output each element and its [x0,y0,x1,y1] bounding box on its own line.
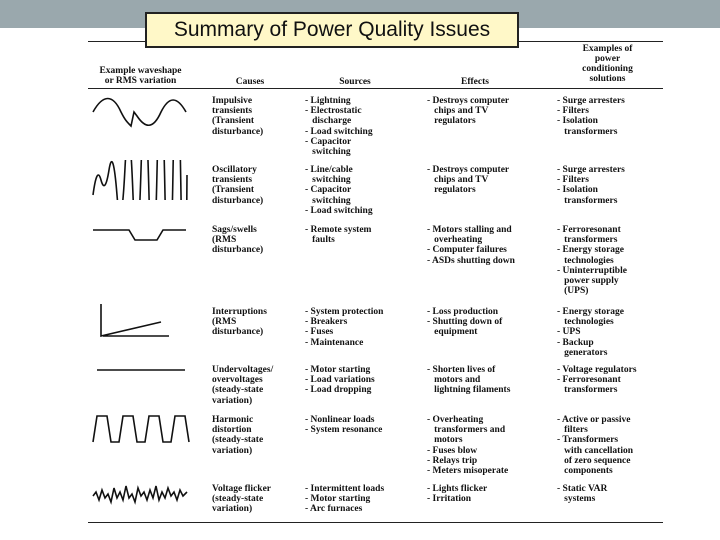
oscillatory-waveform [91,160,191,200]
sources-undervoltages: - Motor starting - Load variations - Load dropping [305,365,375,396]
cause-interruptions: Interruptions (RMS disturbance) [212,307,267,338]
sources-impulsive: - Lightning - Electrostatic discharge - Load switching - Capacitor switching [305,96,373,158]
interruption-waveform [91,300,191,340]
solutions-flicker: - Static VAR systems [557,484,608,505]
solutions-harmonic: - Active or passive filters - Transformers with cancellation of zero sequence components [557,415,633,477]
impulsive-waveform [91,92,191,132]
sources-harmonic: - Nonlinear loads - System resonance [305,415,383,436]
header-rule [88,88,663,89]
effects-sags: - Motors stalling and overheating - Computer failures - ASDs shutting down [427,225,515,266]
sources-interruptions: - System protection - Breakers - Fuses - Maintenance [305,307,384,348]
cause-flicker: Voltage flicker (steady-state variation) [212,484,272,515]
sources-sags: - Remote system faults [305,225,372,246]
header-wave: Example waveshape or RMS variation [99,66,182,86]
header-causes: Causes [235,77,265,87]
effects-harmonic: - Overheating transformers and motors - Fuses blow - Relays trip - Meters misoperate [427,415,509,477]
solutions-oscillatory: - Surge arresters - Filters - Isolation transformers [557,165,625,206]
solutions-impulsive: - Surge arresters - Filters - Isolation transformers [557,96,625,137]
effects-flicker: - Lights flicker - Irritation [427,484,488,505]
effects-undervoltages: - Shorten lives of motors and lightning filaments [427,365,511,396]
cause-sags: Sags/swells (RMS disturbance) [212,225,264,256]
cause-oscillatory: Oscillatory transients (Transient disturbance) [212,165,264,206]
effects-oscillatory: - Destroys computer chips and TV regulators [427,165,510,196]
effects-impulsive: - Destroys computer chips and TV regulators [427,96,510,127]
sources-flicker: - Intermittent loads - Motor starting - Arc furnaces [305,484,385,515]
header-effects: Effects [461,77,489,87]
sources-oscillatory: - Line/cable switching - Capacitor switching - Load switching [305,165,373,216]
undervoltage-waveform [91,352,191,392]
solutions-undervoltages: - Voltage regulators - Ferroresonant transformers [557,365,637,396]
cause-undervoltages: Undervoltages/ overvoltages (steady-state variation) [212,365,274,406]
flicker-waveform [91,474,191,514]
slide-title: Summary of Power Quality Issues [145,12,519,48]
solutions-interruptions: - Energy storage technologies - UPS - Backup generators [557,307,625,358]
effects-interruptions: - Loss production - Shutting down of equipment [427,307,503,338]
cause-impulsive: Impulsive transients (Transient disturbance) [212,96,264,137]
header-sources: Sources [339,77,371,87]
harmonic-waveform [91,408,191,448]
header-solutions: Examples of power conditioning solutions [582,44,633,84]
solutions-sags: - Ferroresonant transformers - Energy storage technologies - Uninterruptible power supply (UPS) [557,225,627,297]
sag-waveform [91,218,191,258]
table-bottom-rule [88,522,663,523]
cause-harmonic: Harmonic distortion (steady-state variation) [212,415,264,456]
